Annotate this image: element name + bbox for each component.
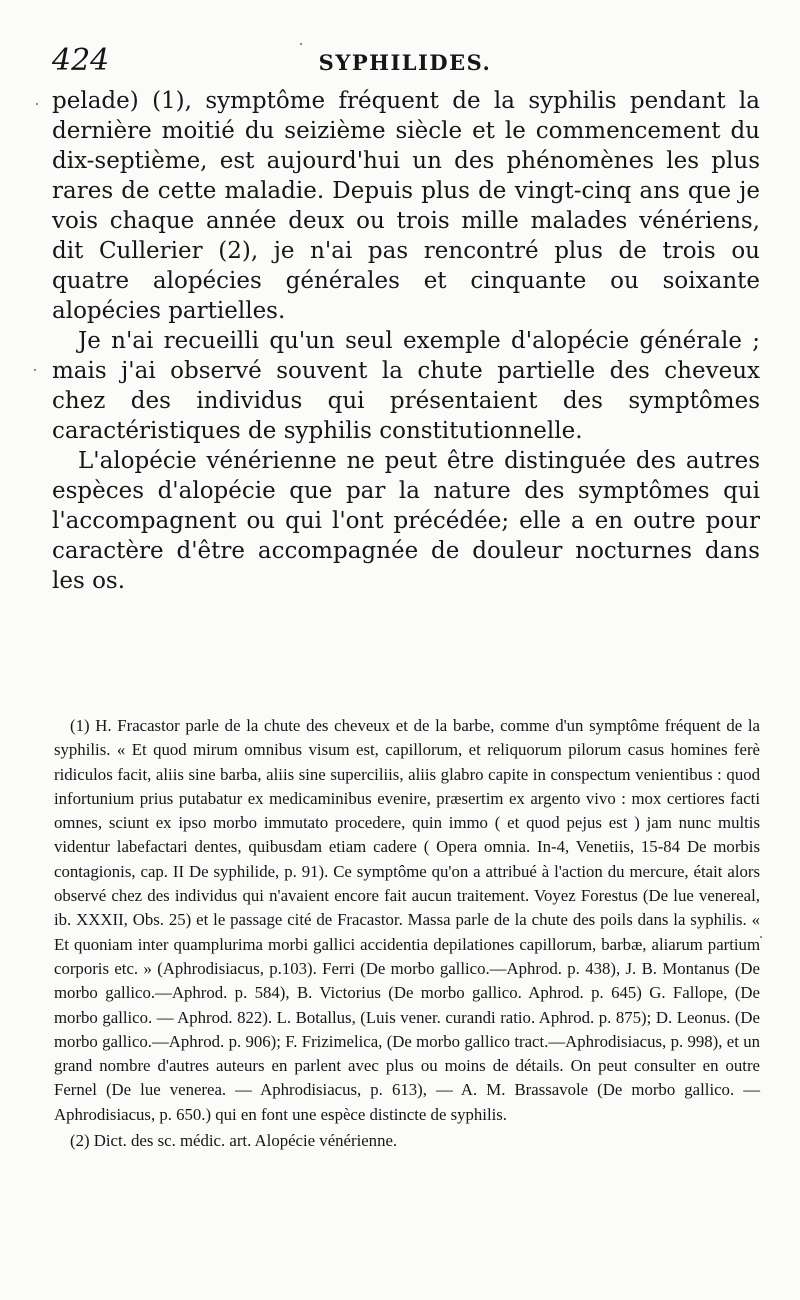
print-speck xyxy=(300,43,302,45)
main-text xyxy=(52,86,760,596)
print-speck xyxy=(34,369,36,371)
running-head: SYPHILIDES. xyxy=(318,50,492,75)
page-number: 424 xyxy=(52,43,110,78)
footnote-2: (2) Dict. des sc. médic. art. Alopécie vénérienne. xyxy=(70,1131,398,1151)
paragraph-3: L'alopécie vénérienne ne peut être distinguée des autres espèces d'alopécie que par la nature des symptômes qui l'accompagnent ou qui l'ont précédée; elle a en outre pour caractère d'être accompagnée de douleur nocturnes dans les os. xyxy=(52,448,760,594)
footnotes xyxy=(54,714,760,1153)
footnote-1: (1) H. Fracastor parle de la chute des cheveux et de la barbe, comme d'un symptôme fréquent de la syphilis. « Et quod mirum omnibus visum est, capillorum, et reliquorum pilorum casus homines ferè ridiculos facit, aliis sine barba, aliis sine superciliis, aliis glabro capite in conspectum venientibus : quod infortunium prius putabatur ex medicaminibus evenire, præsertim ex argento vivo : mox certiores facti omnes, sciunt ex ipso morbo immutato procedere, quin immo ( et quod pejus est ) jam nunc multis videntur labefactari dentes, quibusdam etiam cadere ( Opera omnia. In-4, Venetiis, 15-84 De morbis contagionis, cap. II De syphilide, p. 91). Ce symptôme qu'on a attribué à l'action du mercure, était alors observé chez des individus qui n'avaient encore fait aucun traitement. Voyez Forestus (De lue venereal, ib. XXXII, Obs. 25) et le passage cité de Fracastor. Massa parle de la chute des poils dans la syphilis. « Et quoniam inter quamplurima morbi gallici accidentia depilationes capillorum, barbæ, aliarum partium corporis etc. » (Aphrodisiacus, p.103). Ferri (De morbo gallico.—Aphrod. p. 438), J. B. Montanus (De morbo gallico.—Aphrod. p. 584), B. Victorius (De morbo gallico. Aphrod. p. 645) G. Fallope, (De morbo gallico. — Aphrod. 822). L. Botallus, (Luis vener. curandi ratio. Aphrod. p. 875); D. Leonus. (De morbo gallico.—Aphrod. p. 906); F. Frizimelica, (De morbo gallico tract.—Aphrodisiacus, p. 998), et un grand nombre d'autres auteurs en parlent avec plus ou moins de détails. On peut consulter en outre Fernel (De lue venerea. — Aphrodisiacus, p. 613), — A. M. Brassavole (De morbo gallico. —Aphrodisiacus, p. 650.) qui en font une espèce distincte de syphilis. xyxy=(54,716,760,1124)
page-header xyxy=(52,44,758,84)
paragraph-2: Je n'ai recueilli qu'un seul exemple d'alopécie générale ; mais j'ai observé souvent la chute partielle des cheveux chez des individus qui présentaient des symptômes caractéristiques de syphilis constitutionnelle. xyxy=(52,328,760,444)
paragraph-1: pelade) (1), symptôme fréquent de la syphilis pendant la dernière moitié du seizième siècle et le commencement du dix-septième, est aujourd'hui un des phénomènes les plus rares de cette maladie. Depuis plus de vingt-cinq ans que je vois chaque année deux ou trois mille malades vénériens, dit Cullerier (2), je n'ai pas rencontré plus de trois ou quatre alopécies générales et cinquante ou soixante alopécies partielles. xyxy=(52,88,760,324)
print-speck xyxy=(36,103,38,105)
print-speck xyxy=(760,936,762,938)
